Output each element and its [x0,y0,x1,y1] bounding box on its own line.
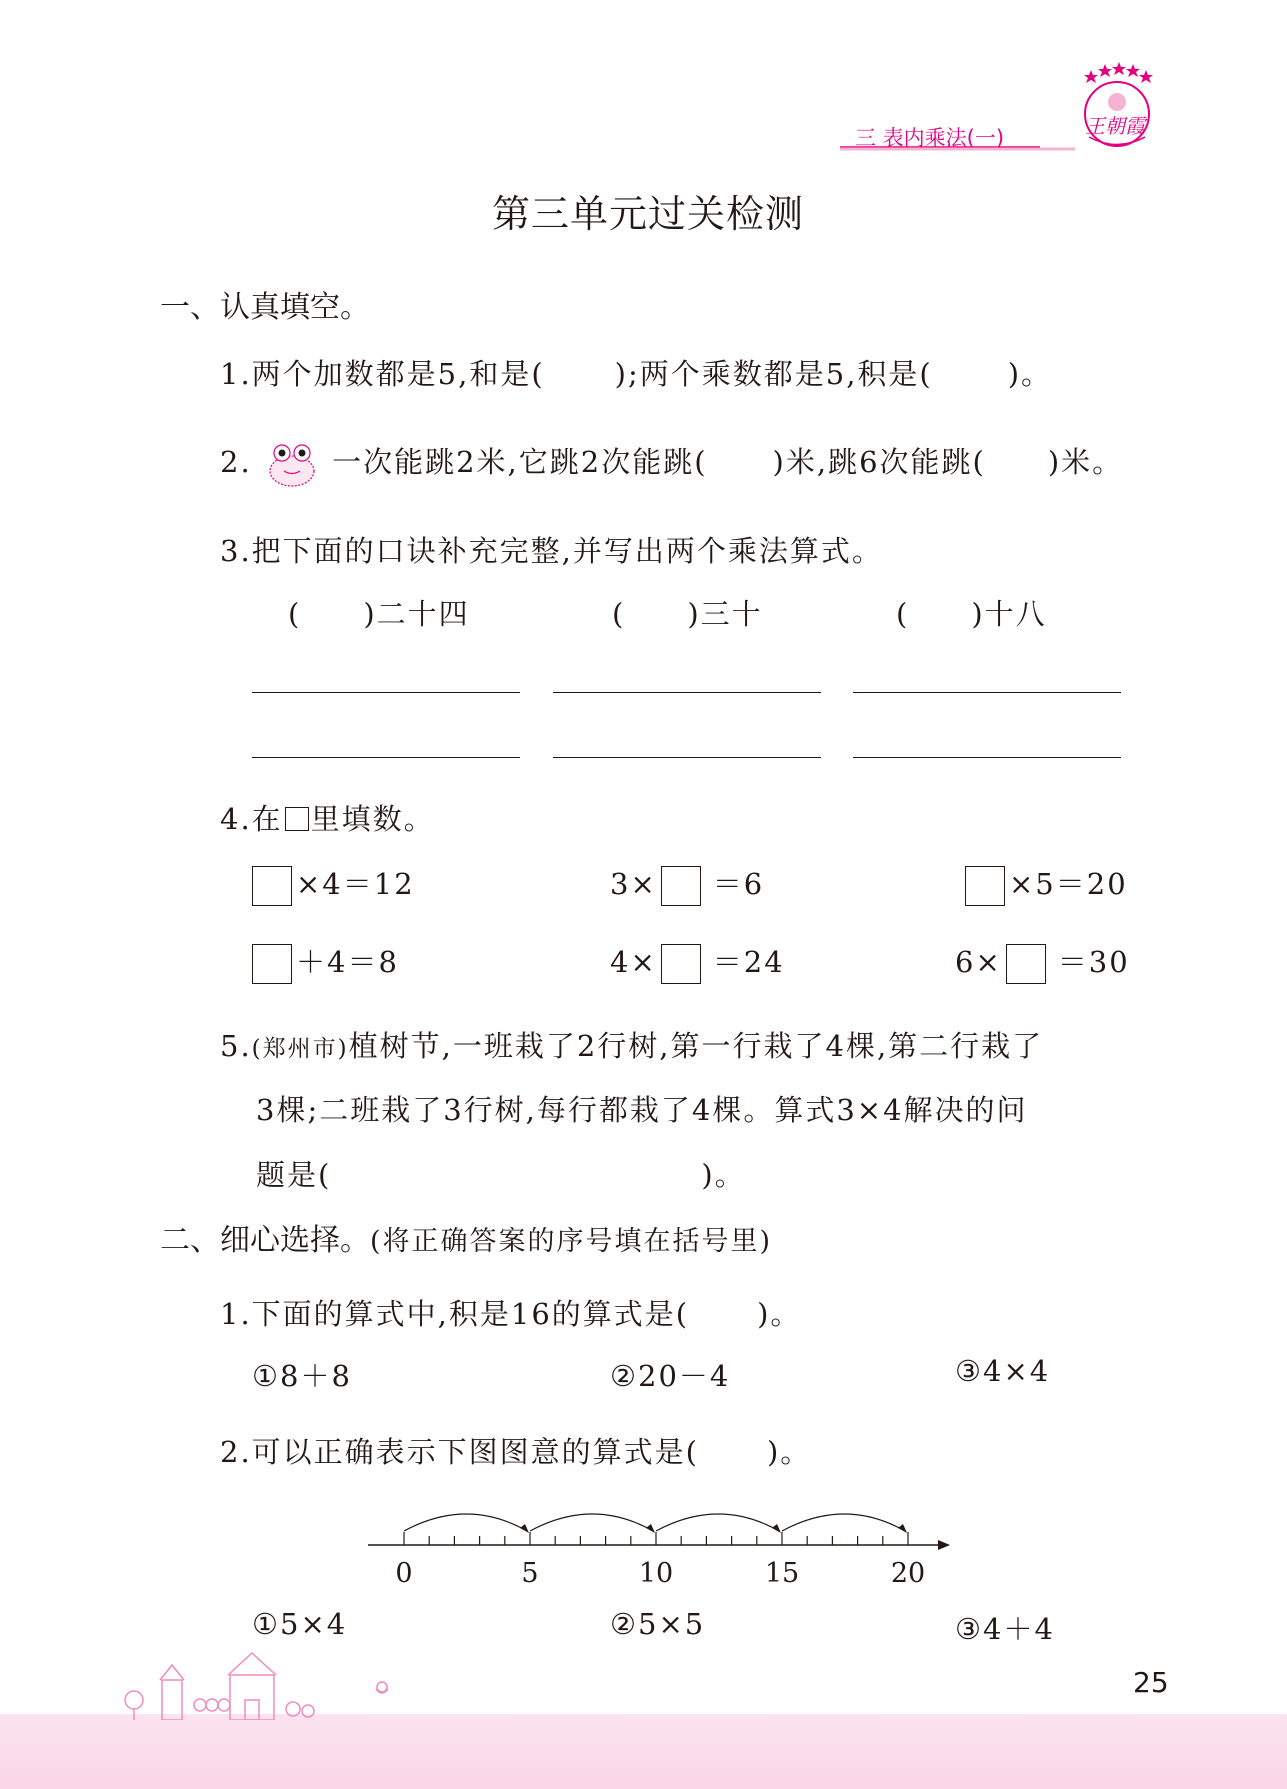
s1-q5-line1: 5.(郑州市)植树节,一班栽了2行树,第一行栽了4棵,第二行栽了 [220,1029,1044,1063]
section2-heading-row [160,1215,772,1259]
section1-heading: 一、认真填空。 [160,290,370,325]
q4-eq-6: 6× ＝30 [955,940,1130,984]
page-title: 第三单元过关检测 [492,192,805,236]
tick-label: 10 [638,1558,674,1589]
q3-item-3: ( )十八 [896,597,1047,631]
tick-label: 0 [395,1558,413,1589]
s2-q2: 2.可以正确表示下图图意的算式是( )。 [220,1435,812,1469]
box-icon [285,807,309,831]
section2-heading: 二、细心选择。 [160,1223,370,1258]
tick-label: 15 [764,1558,800,1589]
jump-arrowhead [520,1524,529,1533]
brand-logo [1075,62,1155,152]
answer-line[interactable] [853,757,1121,758]
q4-eq-2: 3× ＝6 [610,862,764,906]
s1-q5-line2: 3棵;二班栽了3行树,每行都栽了4棵。算式3×4解决的问 [256,1093,1028,1127]
jump-arc [404,1514,527,1531]
s2-q1-option-2[interactable]: ②20－4 [610,1359,731,1393]
answer-line[interactable] [853,692,1121,693]
chapter-label: 三 表内乘法(一) [855,126,1005,150]
jump-arc [782,1514,905,1531]
jump-arc [656,1514,779,1531]
s1-q4: 4.在 里填数。 [220,802,435,836]
number-line-arrow [938,1540,950,1550]
page-number: 25 [1133,1666,1169,1699]
tick-label: 20 [890,1558,926,1589]
s1-q3: 3.把下面的口诀补充完整,并写出两个乘法算式。 [220,534,883,568]
q4-eq-4: ＋4＝8 [248,940,399,984]
frog-icon [263,439,321,489]
s2-q2-option-3[interactable]: ③4＋4 [955,1612,1055,1646]
castle-decoration-icon [120,1645,420,1720]
jump-arrowhead [772,1524,781,1533]
s2-q2-option-1[interactable]: ①5×4 [252,1607,348,1641]
q3-item-1: ( )二十四 [288,597,470,631]
s1-q5-line3: 题是( )。 [256,1158,746,1192]
answer-line[interactable] [553,692,821,693]
q3-item-2: ( )三十 [612,597,763,631]
jump-arrowhead [898,1524,907,1533]
footer-band [0,1714,1287,1789]
s2-q1: 1.下面的算式中,积是16的算式是( )。 [220,1297,802,1331]
s2-q1-option-1[interactable]: ①8＋8 [252,1359,352,1393]
answer-line[interactable] [553,757,821,758]
fill-box[interactable] [661,866,701,906]
s2-q2-option-2[interactable]: ②5×5 [610,1607,706,1641]
answer-line[interactable] [252,757,520,758]
q4-eq-3: ×5＝20 [961,862,1128,906]
number-line [360,1490,960,1590]
fill-box[interactable] [252,944,292,984]
fill-box[interactable] [661,944,701,984]
s1-q1: 1.两个加数都是5,和是( );两个乘数都是5,积是( )。 [220,357,1053,391]
s2-q1-option-3[interactable]: ③4×4 [955,1354,1051,1388]
section2-note: (将正确答案的序号填在括号里) [370,1226,773,1257]
jump-arc [530,1514,653,1531]
tick-label: 5 [521,1558,539,1589]
fill-box[interactable] [1006,944,1046,984]
fill-box[interactable] [252,866,292,906]
q4-eq-1: ×4＝12 [248,862,415,906]
s1-q2: 2. 一次能跳2米,它跳2次能跳( )米,跳6次能跳( )米。 [220,439,1123,489]
jump-arrowhead [646,1524,655,1533]
answer-line[interactable] [252,692,520,693]
header-decoration [840,139,1080,151]
logo-text: 王朝霞 [1085,114,1145,138]
q4-eq-5: 4× ＝24 [610,940,785,984]
fill-box[interactable] [965,866,1005,906]
